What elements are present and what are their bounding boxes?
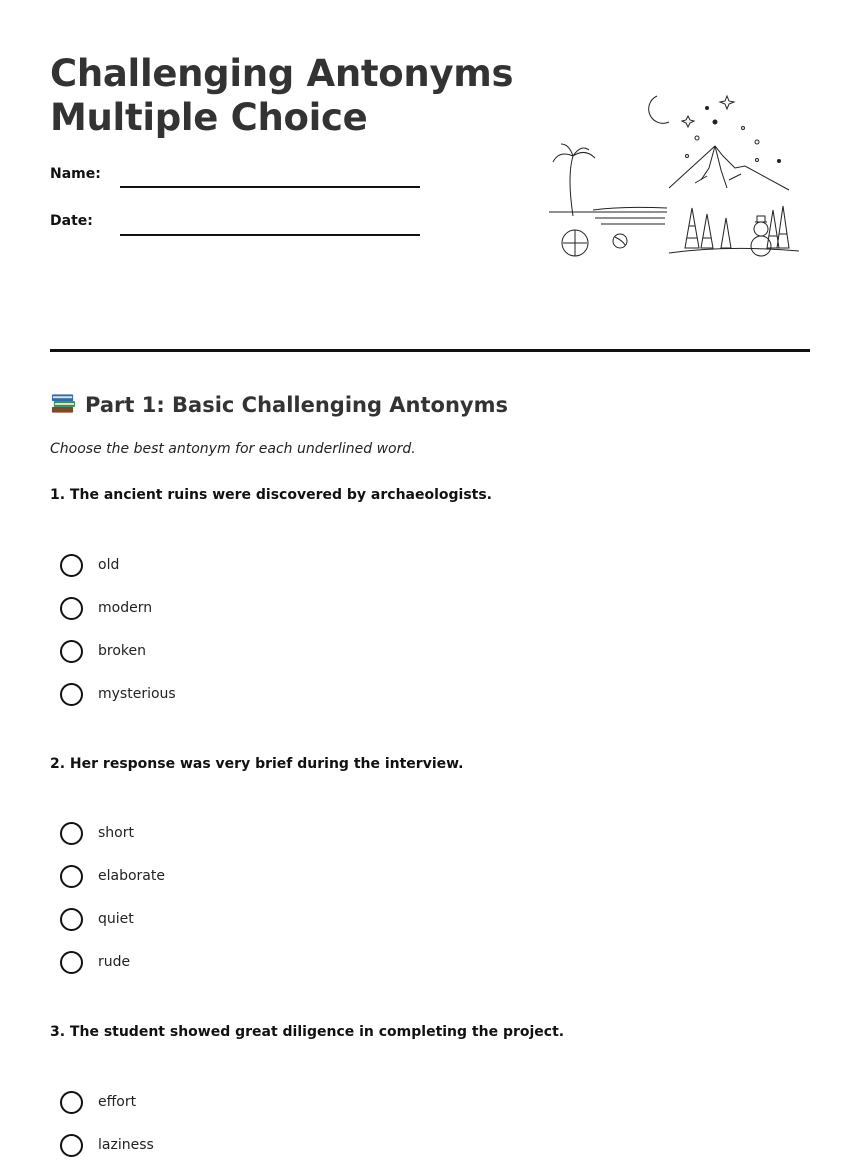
- question-1: 1. The ancient ruins were discovered by archaeologists.: [50, 487, 493, 503]
- option-label: mysterious: [98, 686, 176, 702]
- instructions: Choose the best antonym for each underlined word.: [50, 441, 416, 457]
- option-label: effort: [98, 1094, 137, 1110]
- date-line[interactable]: [120, 234, 420, 236]
- radio-button[interactable]: [60, 822, 83, 845]
- radio-button[interactable]: [60, 683, 83, 706]
- title-line-1: Challenging Antonyms: [50, 52, 514, 95]
- title-line-2: Multiple Choice: [50, 96, 368, 139]
- section-divider: [50, 349, 810, 352]
- beach-and-mountain-illustration: [545, 88, 805, 268]
- radio-button[interactable]: [60, 554, 83, 577]
- option-q1-c[interactable]: [60, 638, 146, 664]
- option-label: rude: [98, 954, 131, 970]
- worksheet-title: [50, 52, 513, 140]
- option-q1-b[interactable]: [60, 595, 152, 621]
- name-line[interactable]: [120, 186, 420, 188]
- section-title: Part 1: Basic Challenging Antonyms: [85, 393, 508, 417]
- option-q3-b[interactable]: [60, 1132, 154, 1158]
- option-label: modern: [98, 600, 153, 616]
- option-label: laziness: [98, 1137, 154, 1153]
- option-q2-c[interactable]: [60, 906, 134, 932]
- radio-button[interactable]: [60, 640, 83, 663]
- books-icon: [50, 390, 77, 416]
- radio-button[interactable]: [60, 951, 83, 974]
- radio-button[interactable]: [60, 597, 83, 620]
- option-label: broken: [98, 643, 146, 659]
- option-label: quiet: [98, 911, 134, 927]
- date-label: Date:: [50, 213, 93, 229]
- radio-button[interactable]: [60, 1134, 83, 1157]
- option-q2-b[interactable]: [60, 863, 165, 889]
- option-q1-d[interactable]: [60, 681, 176, 707]
- option-label: old: [98, 557, 120, 573]
- section-heading: [50, 390, 508, 419]
- question-2: 2. Her response was very brief during the interview.: [50, 756, 464, 772]
- option-label: elaborate: [98, 868, 165, 884]
- option-q3-a[interactable]: [60, 1089, 136, 1115]
- option-q2-a[interactable]: [60, 820, 134, 846]
- radio-button[interactable]: [60, 1091, 83, 1114]
- name-label: Name:: [50, 166, 101, 182]
- radio-button[interactable]: [60, 865, 83, 888]
- radio-button[interactable]: [60, 908, 83, 931]
- question-3: 3. The student showed great diligence in completing the project.: [50, 1024, 565, 1040]
- option-q1-a[interactable]: [60, 552, 119, 578]
- option-q2-d[interactable]: [60, 949, 130, 975]
- option-label: short: [98, 825, 134, 841]
